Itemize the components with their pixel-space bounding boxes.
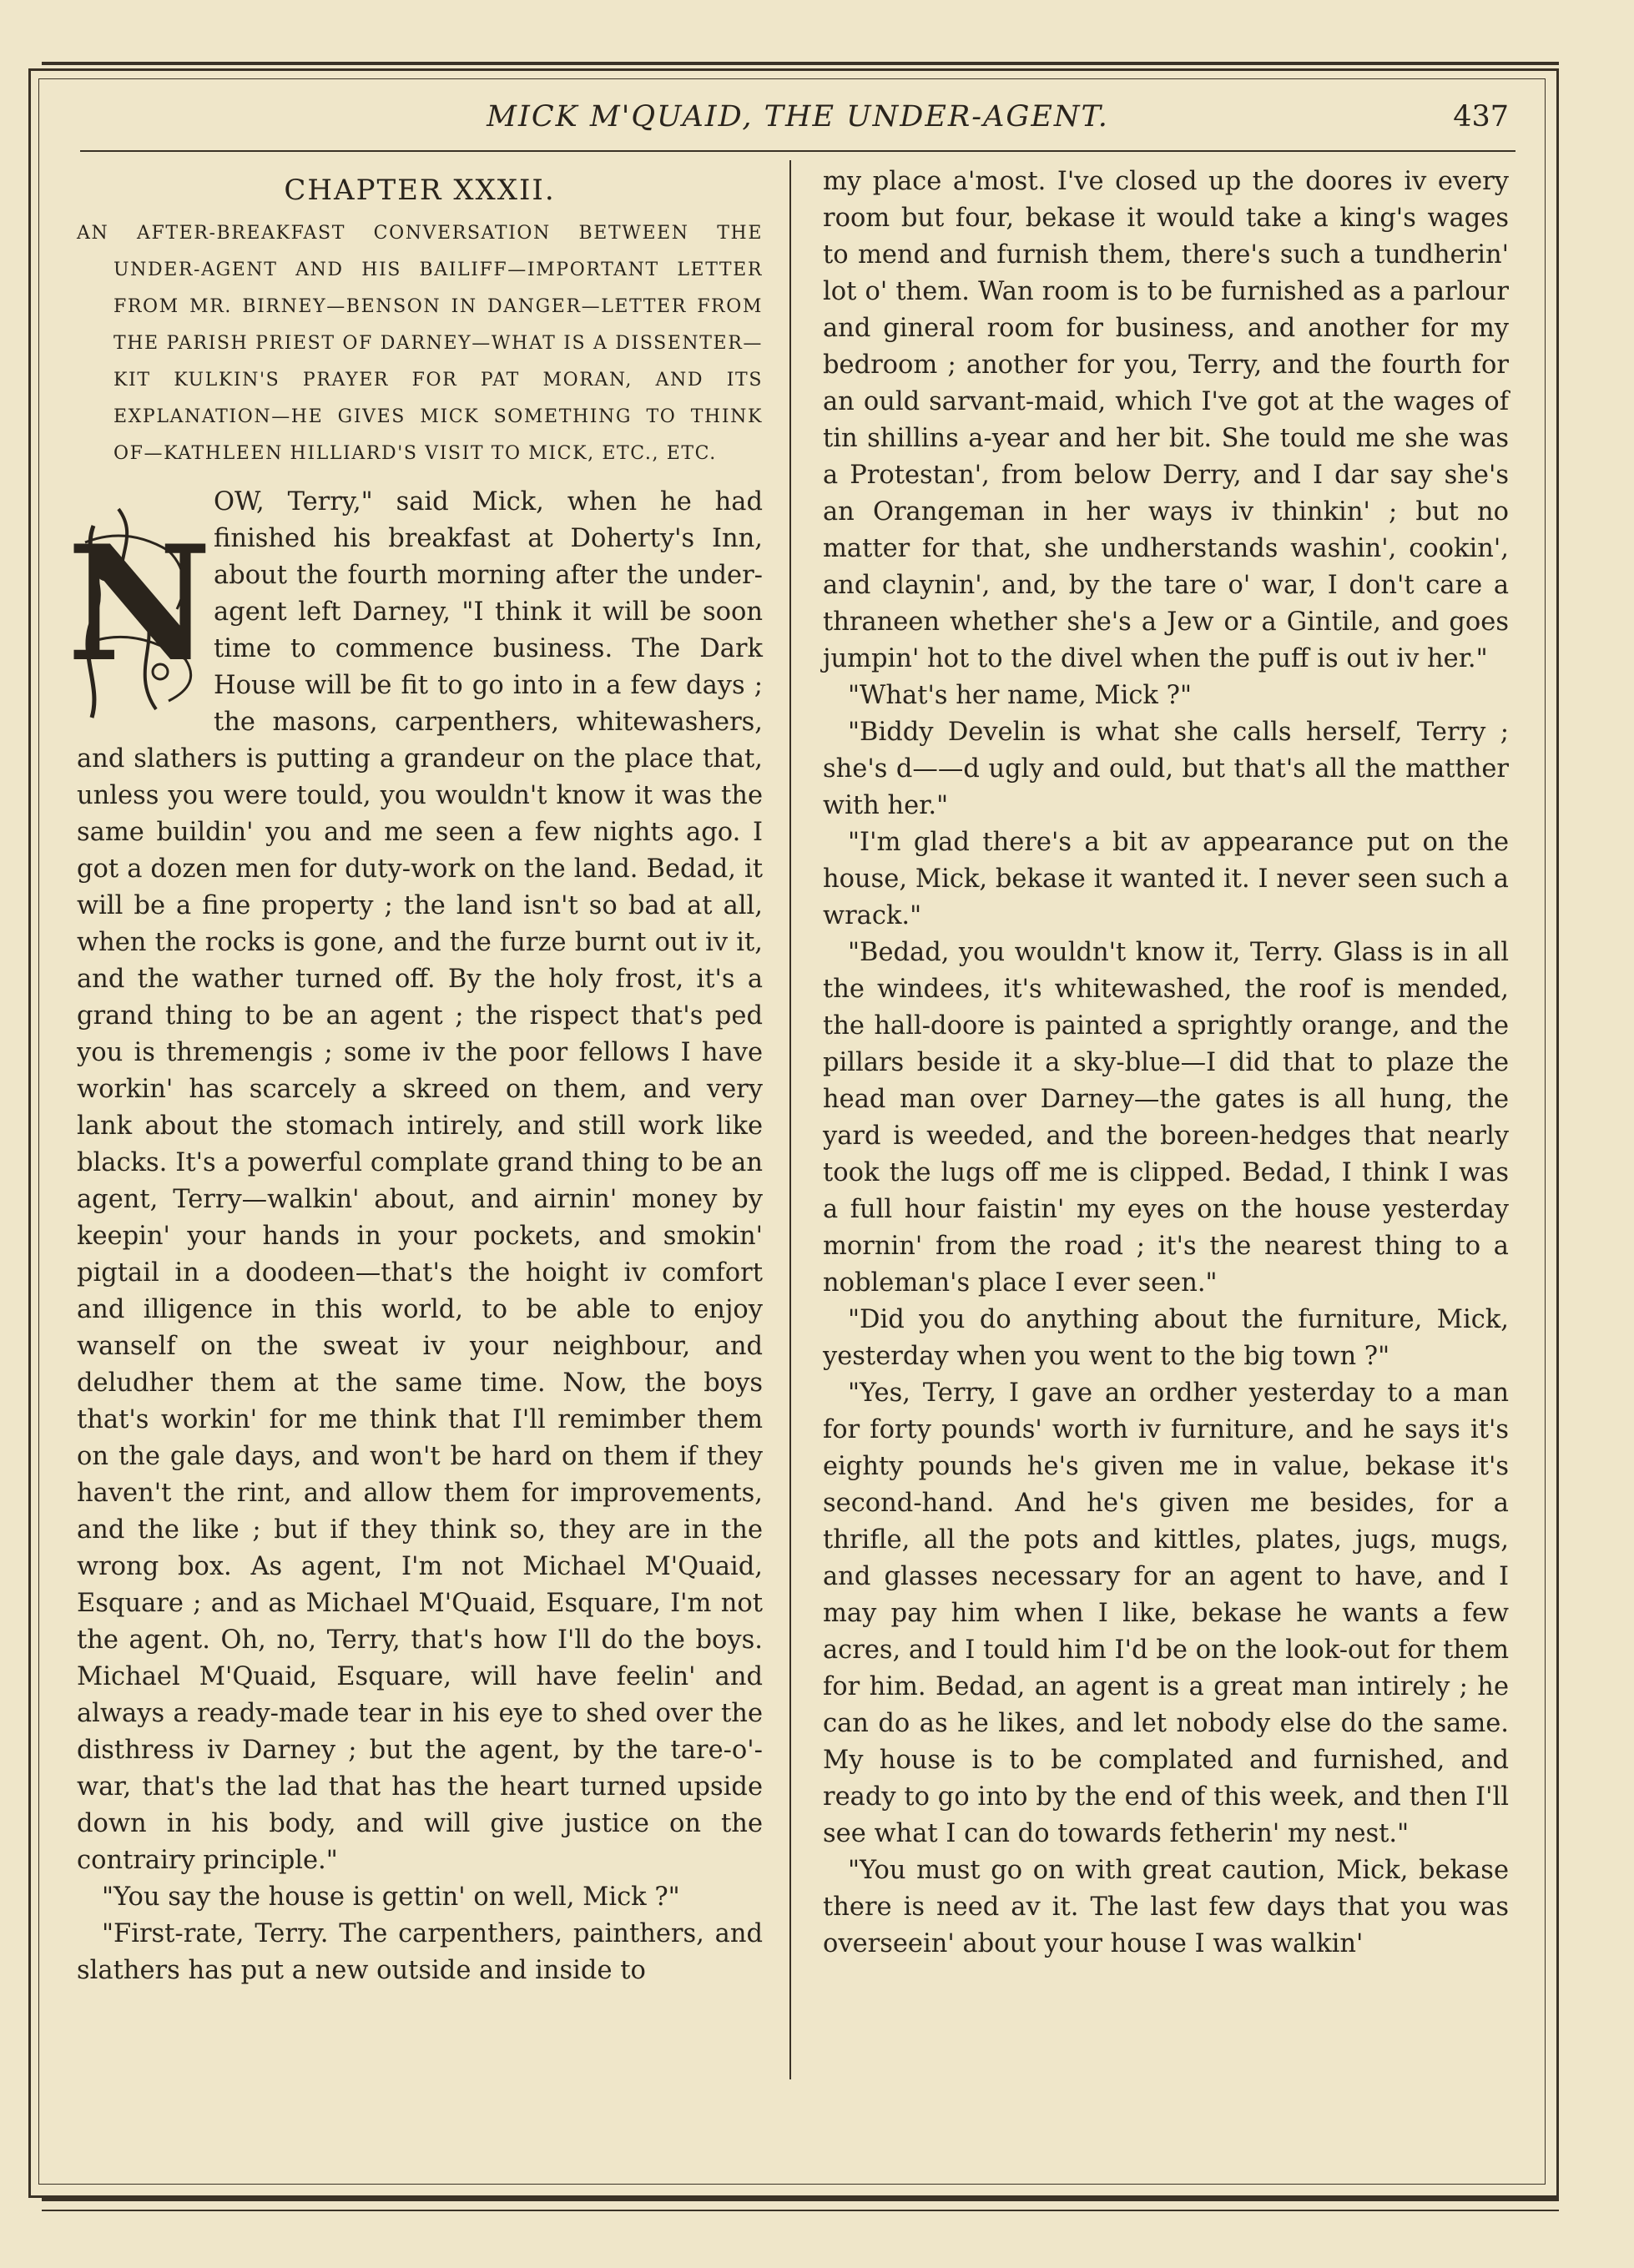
bottom-rule-thin	[42, 2210, 1559, 2211]
paragraph: "Yes, Terry, I gave an ordher yesterday to a man for forty pounds' worth iv furniture, and he says it's eighty pounds he's given me in value, bekase it's second-hand. And he's given me besides, for a thrifle, all the pots and kittles, plates, jugs, mugs, and glasses necessary for an agent to have, and I may pay him when I like, bekase he wants a few acres, and I tould him I'd be on the look-out for them for him. Bedad, an agent is a great man intirely ; he can do as he likes, and let nobody else do the same. My house is to be complated and furnished, and ready to go into by the end of this week, and then I'll see what I can do towards fetherin' my nest."	[823, 1378, 1509, 1848]
paragraph: "First-rate, Terry. The carpenthers, painthers, and slathers has put a new outside and inside to	[77, 1919, 763, 1985]
paragraph: "Biddy Develin is what she calls herself, Terry ; she's d——d ugly and ould, but that's all the matther with her."	[823, 718, 1509, 820]
column-divider	[789, 160, 791, 2079]
chapter-title: CHAPTER XXXII.	[284, 174, 556, 207]
drop-cap-letter: N	[67, 511, 212, 697]
right-column	[823, 164, 1509, 1963]
continued-paragraph: my place a'most. I've closed up the doores iv every room but four, bekase it would take a king's wages to mend and furnish them, there's such a tundherin' lot o' them. Wan room is to be furnished as a parlour and gineral room for business, and another for my bedroom ; another for you, Terry, and the fourth for an ould sarvant-maid, which I've got at the wages of tin shillins a-year and her bit. She tould me she was a Protestan', from below Derry, and I dar say she's an Orangeman in her ways iv thinkin' ; but no matter for that, she undherstands washin', cookin', and claynin', and, by the tare o' war, I don't care a thraneen whether she's a Jew or a Gintile, and goes jumpin' hot to the divel when the puff is out iv her."	[823, 167, 1509, 673]
page-number: 437	[1453, 100, 1509, 134]
ornamental-drop-cap	[67, 492, 212, 739]
paragraph: "I'm glad there's a bit av appearance put on the house, Mick, bekase it wanted it. I never seen such a wrack."	[823, 828, 1509, 930]
paragraph: "You must go on with great caution, Mick, bekase there is need av it. The last few days that you was overseein' about your house I was walkin'	[823, 1856, 1509, 1958]
chapter-synopsis: AN AFTER-BREAKFAST CONVERSATION BETWEEN THE UNDER-AGENT AND HIS BAILIFF—IMPORTANT LETTER FROM MR. BIRNEY—BENSON IN DANGER—LETTER FROM THE PARISH PRIEST OF DARNEY—WHAT IS A DISSENTER—KIT KULKIN'S PRAYER FOR PAT MORAN, AND ITS EXPLANATION—HE GIVES MICK SOMETHING TO THINK OF—KATHLEEN HILLIARD'S VISIT TO MICK, ETC., ETC.	[77, 223, 763, 464]
running-title: MICK M'QUAID, THE UNDER-AGENT.	[487, 100, 1109, 134]
opening-paragraph	[67, 484, 763, 1879]
paragraph: "Did you do anything about the furniture, Mick, yesterday when you went to the big town ?"	[823, 1305, 1509, 1371]
paragraph: "You say the house is gettin' on well, Mick ?"	[102, 1882, 680, 1912]
running-header	[80, 93, 1515, 144]
header-rule	[80, 150, 1515, 152]
bottom-rule	[42, 2198, 1559, 2201]
paragraph: "What's her name, Mick ?"	[848, 681, 1192, 710]
drop-cap-ornament-icon	[67, 492, 212, 739]
left-column	[67, 164, 763, 1989]
paragraph: "Bedad, you wouldn't know it, Terry. Glass is in all the windees, it's whitewashed, the roof is mended, the hall-doore is painted a sprightly orange, and the pillars beside it a sky-blue—I did that to plaze the head man over Darney—the gates is all hung, the yard is weeded, and the boreen-hedges that nearly took the lugs off me is clipped. Bedad, I think I was a full hour faistin' my eyes on the house yesterday mornin' from the road ; it's the nearest thing to a nobleman's place I ever seen."	[823, 938, 1509, 1298]
opening-text: OW, Terry," said Mick, when he had finished his breakfast at Doherty's Inn, about the fourth morning after the under-agent left Darney, "I think it will be soon time to commence business. The Dark House will be fit to go into in a few days ; the masons, carpenthers, whitewashers, and slathers is putting a grandeur on the place that, unless you were tould, you wouldn't know it was the same buildin' you and me seen a few nights ago. I got a dozen men for duty-work on the land. Bedad, it will be a fine property ; the land isn't so bad at all, when the rocks is gone, and the furze burnt out iv it, and the wather turned off. By the holy frost, it's a grand thing to be an agent ; the rispect that's ped you is thremengis ; some iv the poor fellows I have workin' has scarcely a skreed on them, and very lank about the stomach intirely, and still work like blacks. It's a powerful complate grand thing to be an agent, Terry—walkin' about, and airnin' money by keepin' your hands in your pockets, and smokin' pigtail in a doodeen—that's the hoight iv comfort and illigence in this world, to be able to enjoy wanself on the sweat iv your neighbour, and deludher them at the same time. Now, the boys that's workin' for me think that I'll remimber them on the gale days, and won't be hard on them if they haven't the rint, and allow them for improvements, and the like ; but if they think so, they are in the wrong box. As agent, I'm not Michael M'Quaid, Esquare ; and as Michael M'Quaid, Esquare, I'm not the agent. Oh, no, Terry, that's how I'll do the boys. Michael M'Quaid, Esquare, will have feelin' and always a ready-made tear in his eye to shed over the disthress iv Darney ; but the agent, by the tare-o'-war, that's the lad that has the heart turned upside down in his body, and will give justice on the contrairy principle."	[77, 487, 763, 1875]
top-rule	[42, 62, 1559, 65]
